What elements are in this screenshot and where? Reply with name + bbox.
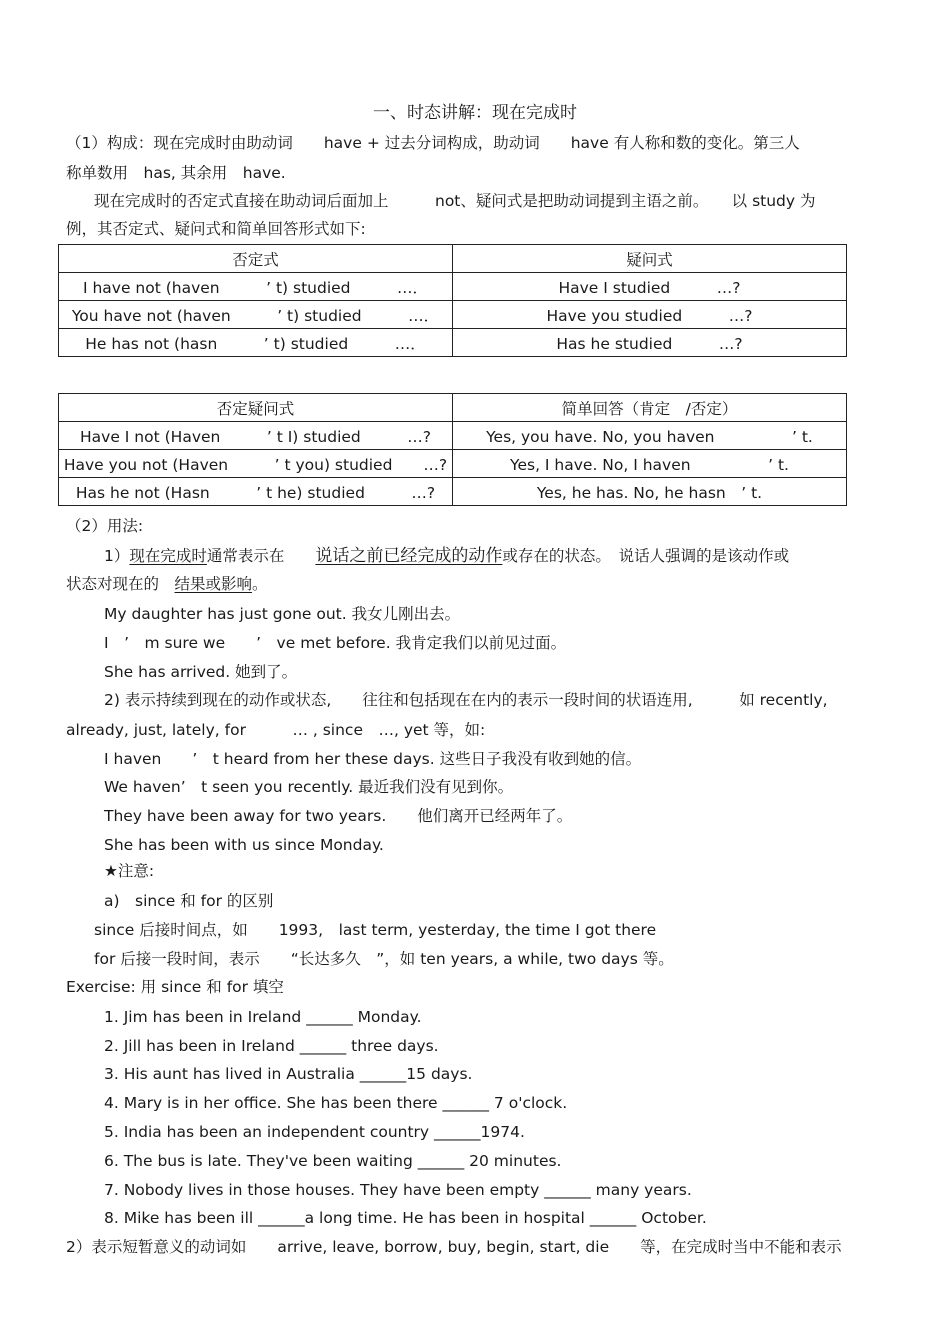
table-row xyxy=(59,422,847,450)
exercise-item: 6. The bus is late. They've been waiting ______ 20 minutes. xyxy=(104,1152,562,1170)
intro-line-3: 现在完成时的否定式直接在助动词后面加上 not、疑问式是把助动词提到主语之前。 以 study 为 xyxy=(94,192,816,210)
since-explanation: since 后接时间点，如 1993, last term, yesterday, the time I got there xyxy=(94,921,657,939)
intro-line-2: 称单数用 has, 其余用 have. xyxy=(66,164,286,182)
table-cell: Yes, you have. No, you haven ’ t. xyxy=(453,422,847,450)
underlined-term: 现在完成时 xyxy=(129,547,207,565)
exercise-heading: Exercise: 用 since 和 for 填空 xyxy=(66,978,284,996)
usage-heading: （2）用法: xyxy=(66,517,144,535)
negative-question-table xyxy=(58,244,847,357)
table-cell: Have I not (Haven ’ t I) studied …? xyxy=(59,422,453,450)
usage-point-1-text: 通常表示在 xyxy=(206,547,316,565)
negative-question-answer-table xyxy=(58,393,847,506)
table-row xyxy=(59,450,847,478)
for-explanation: for 后接一段时间，表示 “长达多久 ”，如 ten years, a while, two days 等。 xyxy=(94,950,674,968)
example-sentence: She has been with us since Monday. xyxy=(104,836,384,854)
usage-point-2-short-verbs: 2）表示短暂意义的动词如 arrive, leave, borrow, buy, begin, start, die 等，在完成时当中不能和表示 xyxy=(66,1238,842,1256)
intro-line-1: （1）构成：现在完成时由助动词 have + 过去分词构成，助动词 have 有人称和数的变化。第三人 xyxy=(66,134,800,152)
table-cell: Yes, I have. No, I haven ’ t. xyxy=(453,450,847,478)
usage-point-1-line-2-end: 。 xyxy=(252,575,268,593)
example-sentence: I ’ m sure we ’ ve met before. 我肯定我们以前见过面。 xyxy=(104,634,567,652)
exercise-item: 2. Jill has been in Ireland ______ three days. xyxy=(104,1037,439,1055)
header-short-answer: 简单回答（肯定 /否定） xyxy=(453,394,847,422)
note-heading: ★注意: xyxy=(104,862,155,880)
usage-point-1-line-2-text: 状态对现在的 xyxy=(66,575,175,593)
example-sentence: I haven ’ t heard from her these days. 这些日子我没有收到她的信。 xyxy=(104,750,642,768)
usage-point-1-line-2 xyxy=(66,574,268,594)
usage-point-1-text-2: 或存在的状态。 说话人强调的是该动作或 xyxy=(502,547,790,565)
header-negative: 否定式 xyxy=(59,245,453,273)
note-item-a: a) since 和 for 的区别 xyxy=(104,892,274,910)
underlined-phrase: 说话之前已经完成的动作 xyxy=(315,546,503,566)
exercise-item: 4. Mary is in her office. She has been there ______ 7 o'clock. xyxy=(104,1094,568,1112)
table-row xyxy=(59,478,847,506)
table-row xyxy=(59,301,847,329)
table-header-row xyxy=(59,394,847,422)
usage-point-2-line-2: already, just, lately, for … , since …, yet 等，如: xyxy=(66,721,486,739)
usage-point-2: 2) 表示持续到现在的动作或状态, 往往和包括现在在内的表示一段时间的状语连用, 如 recently, xyxy=(104,691,828,709)
exercise-item: 3. His aunt has lived in Australia ______15 days. xyxy=(104,1065,473,1083)
exercise-item: 5. India has been an independent country ______1974. xyxy=(104,1123,525,1141)
example-sentence: She has arrived. 她到了。 xyxy=(104,663,298,681)
table-cell: Have you studied …? xyxy=(453,301,847,329)
table-cell: Have you not (Haven ’ t you) studied …? xyxy=(59,450,453,478)
usage-point-1 xyxy=(104,546,789,566)
example-sentence: We haven’ t seen you recently. 最近我们没有见到你。 xyxy=(104,778,514,796)
exercise-item: 7. Nobody lives in those houses. They have been empty ______ many years. xyxy=(104,1181,692,1199)
underlined-result: 结果或影响 xyxy=(174,575,253,593)
example-sentence: My daughter has just gone out. 我女儿刚出去。 xyxy=(104,605,461,623)
page-title: 一、时态讲解：现在完成时 xyxy=(373,103,577,123)
table-cell: You have not (haven ’ t) studied …． xyxy=(59,301,453,329)
example-sentence: They have been away for two years. 他们离开已经两年了。 xyxy=(104,807,573,825)
header-question: 疑问式 xyxy=(453,245,847,273)
table-header-row xyxy=(59,245,847,273)
table-cell: Has he studied …? xyxy=(453,329,847,357)
usage-point-1-prefix: 1） xyxy=(104,547,130,565)
header-negative-question: 否定疑问式 xyxy=(59,394,453,422)
exercise-item: 8. Mike has been ill ______a long time. He has been in hospital ______ October. xyxy=(104,1209,707,1227)
table-row xyxy=(59,329,847,357)
table-cell: Has he not (Hasn ’ t he) studied …? xyxy=(59,478,453,506)
table-cell: He has not (hasn ’ t) studied …． xyxy=(59,329,453,357)
table-cell: I have not (haven ’ t) studied …． xyxy=(59,273,453,301)
table-row xyxy=(59,273,847,301)
exercise-item: 1. Jim has been in Ireland ______ Monday. xyxy=(104,1008,422,1026)
table-cell: Have I studied …? xyxy=(453,273,847,301)
table-cell: Yes, he has. No, he hasn ’ t. xyxy=(453,478,847,506)
intro-line-4: 例，其否定式、疑问式和简单回答形式如下: xyxy=(66,220,366,238)
